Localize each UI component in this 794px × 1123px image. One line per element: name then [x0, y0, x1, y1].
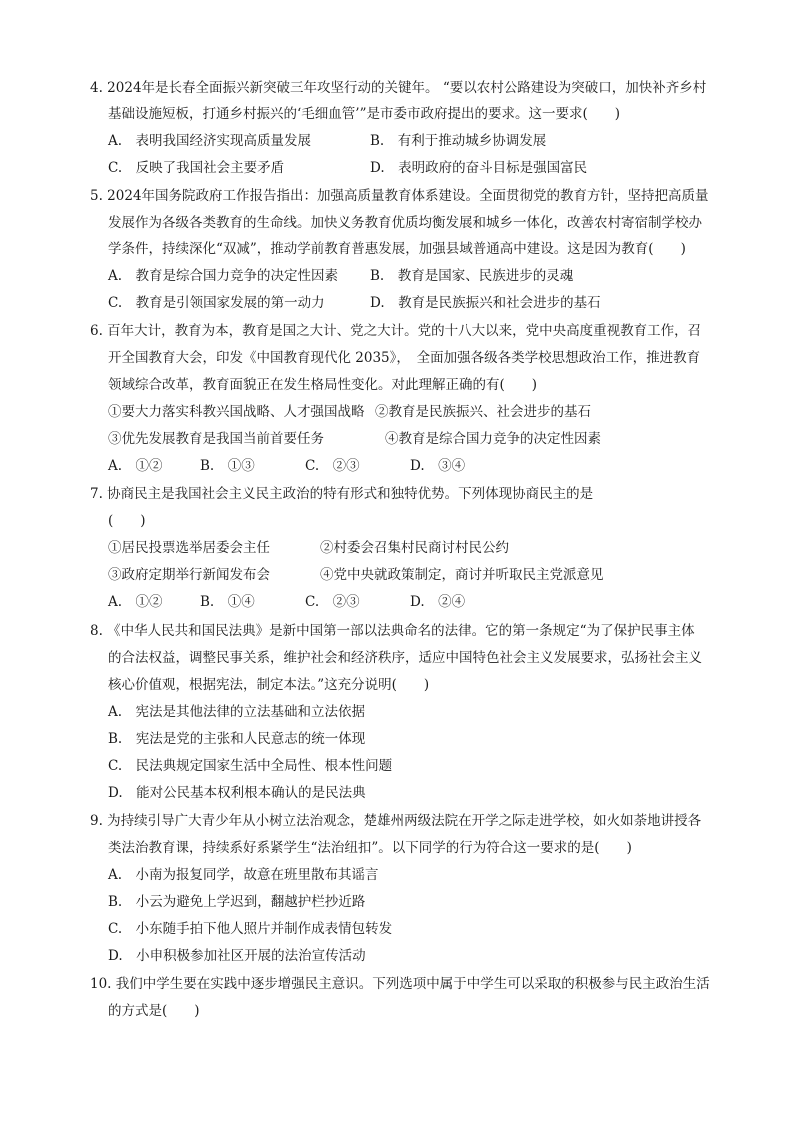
question-5-option-a[interactable]: A. 教育是综合国力竞争的决定性因素	[108, 268, 339, 284]
question-8-option-a[interactable]: A. 宪法是其他法律的立法基础和立法依据	[108, 704, 366, 720]
question-5-stem-line-1: 5. 2024年国务院政府工作报告指出：加强高质量教育体系建设。全面贯彻党的教育方针，坚持把高质量	[90, 188, 709, 204]
question-10-stem-line-1: 10. 我们中学生要在实践中逐步增强民主意识。下列选项中属于中学生可以采取的积极参与民主政治生活	[90, 976, 710, 992]
question-5-stem-line-2: 发展作为各级各类教育的生命线。加快义务教育优质均衡发展和城乡一体化，改善农村寄宿制学校办	[108, 215, 702, 231]
question-6-stem-line-1: 6. 百年大计，教育为本，教育是国之大计、党之大计。党的十八大以来，党中央高度重视教育工作，召	[90, 323, 702, 339]
question-4-stem-line-1: 4. 2024年是长春全面振兴新突破三年攻坚行动的关键年。 “要以农村公路建设为突破口，加快补齐乡村	[90, 80, 707, 96]
question-5-option-c[interactable]: C. 教育是引领国家发展的第一动力	[108, 295, 325, 311]
question-7-option-d[interactable]: D. ②④	[410, 594, 466, 610]
question-7-option-b[interactable]: B. ①④	[200, 594, 255, 610]
question-9-stem-line-2: 类法治教育课，持续系好系紧学生“法治纽扣”。以下同学的行为符合这一要求的是( )	[108, 840, 632, 856]
question-7-stem-line-2: ( )	[108, 513, 146, 529]
question-8-stem-line-1: 8. 《中华人民共和国民法典》是新中国第一部以法典命名的法律。它的第一条规定“为了保护民事主体	[90, 623, 695, 639]
question-7-statement-4: ④党中央就政策制定，商讨并听取民主党派意见	[320, 567, 604, 583]
question-8-option-d[interactable]: D. 能对公民基本权利根本确认的是民法典	[108, 785, 366, 801]
question-6-stem-line-3: 领域综合改革，教育面貌正在发生格局性变化。对此理解正确的有( )	[108, 377, 538, 393]
question-6-option-a[interactable]: A. ①②	[108, 458, 163, 474]
question-5-stem-line-3: 学条件，持续深化“双减”，推动学前教育普惠发展，加强县域普通高中建设。这是因为教育( )	[108, 241, 686, 257]
question-8-stem-line-3: 核心价值观，根据宪法，制定本法。”这充分说明( )	[108, 677, 430, 693]
question-6-statement-1: ①要大力落实科教兴国战略、人才强国战略	[108, 404, 365, 420]
question-7-statement-2: ②村委会召集村民商讨村民公约	[320, 540, 509, 556]
question-8-option-c[interactable]: C. 民法典规定国家生活中全局性、根本性问题	[108, 758, 393, 774]
question-9-option-d[interactable]: D. 小申积极参加社区开展的法治宣传活动	[108, 948, 366, 964]
question-7-statement-1: ①居民投票选举居委会主任	[108, 540, 270, 556]
question-6-statement-2: ②教育是民族振兴、社会进步的基石	[375, 404, 591, 420]
question-4-option-a[interactable]: A. 表明我国经济实现高质量发展	[108, 133, 312, 149]
question-4-option-c[interactable]: C. 反映了我国社会主要矛盾	[108, 160, 285, 176]
question-7-statement-3: ③政府定期举行新闻发布会	[108, 567, 270, 583]
question-6-stem-line-2: 开全国教育大会，印发《中国教育现代化 2035》， 全面加强各级各类学校思想政治工作，推进教育	[108, 350, 701, 366]
question-6-option-c[interactable]: C. ②③	[305, 458, 360, 474]
question-6-statement-4: ④教育是综合国力竞争的决定性因素	[385, 431, 601, 447]
question-9-option-b[interactable]: B. 小云为避免上学迟到，翻越护栏抄近路	[108, 894, 366, 910]
question-5-option-d[interactable]: D. 教育是民族振兴和社会进步的基石	[370, 295, 601, 311]
question-9-option-a[interactable]: A. 小南为报复同学，故意在班里散布其谣言	[108, 867, 379, 883]
question-4-stem-line-2: 基础设施短板，打通乡村振兴的‘毛细血管’”是市委市政府提出的要求。这一要求( )	[108, 106, 621, 122]
question-4-option-d[interactable]: D. 表明政府的奋斗目标是强国富民	[370, 160, 588, 176]
question-7-option-a[interactable]: A. ①②	[108, 594, 163, 610]
question-10-stem-line-2: 的方式是( )	[108, 1003, 200, 1019]
question-9-stem-line-1: 9. 为持续引导广大青少年从小树立法治观念，楚雄州两级法院在开学之际走进学校，如火如荼地讲授各	[90, 813, 702, 829]
question-8-stem-line-2: 的合法权益，调整民事关系，维护社会和经济秩序，适应中国特色社会主义发展要求，弘扬社会主义	[108, 650, 702, 666]
question-5-option-b[interactable]: B. 教育是国家、民族进步的灵魂	[370, 268, 574, 284]
question-9-option-c[interactable]: C. 小东随手拍下他人照片并制作成表情包转发	[108, 921, 393, 937]
question-4-option-b[interactable]: B. 有利于推动城乡协调发展	[370, 133, 547, 149]
question-8-option-b[interactable]: B. 宪法是党的主张和人民意志的统一体现	[108, 731, 366, 747]
question-6-option-b[interactable]: B. ①③	[200, 458, 255, 474]
question-7-option-c[interactable]: C. ②③	[305, 594, 360, 610]
question-7-stem-line-1: 7. 协商民主是我国社会主义民主政治的特有形式和独特优势。下列体现协商民主的是	[90, 486, 594, 502]
question-6-statement-3: ③优先发展教育是我国当前首要任务	[108, 431, 324, 447]
question-6-option-d[interactable]: D. ③④	[410, 458, 466, 474]
